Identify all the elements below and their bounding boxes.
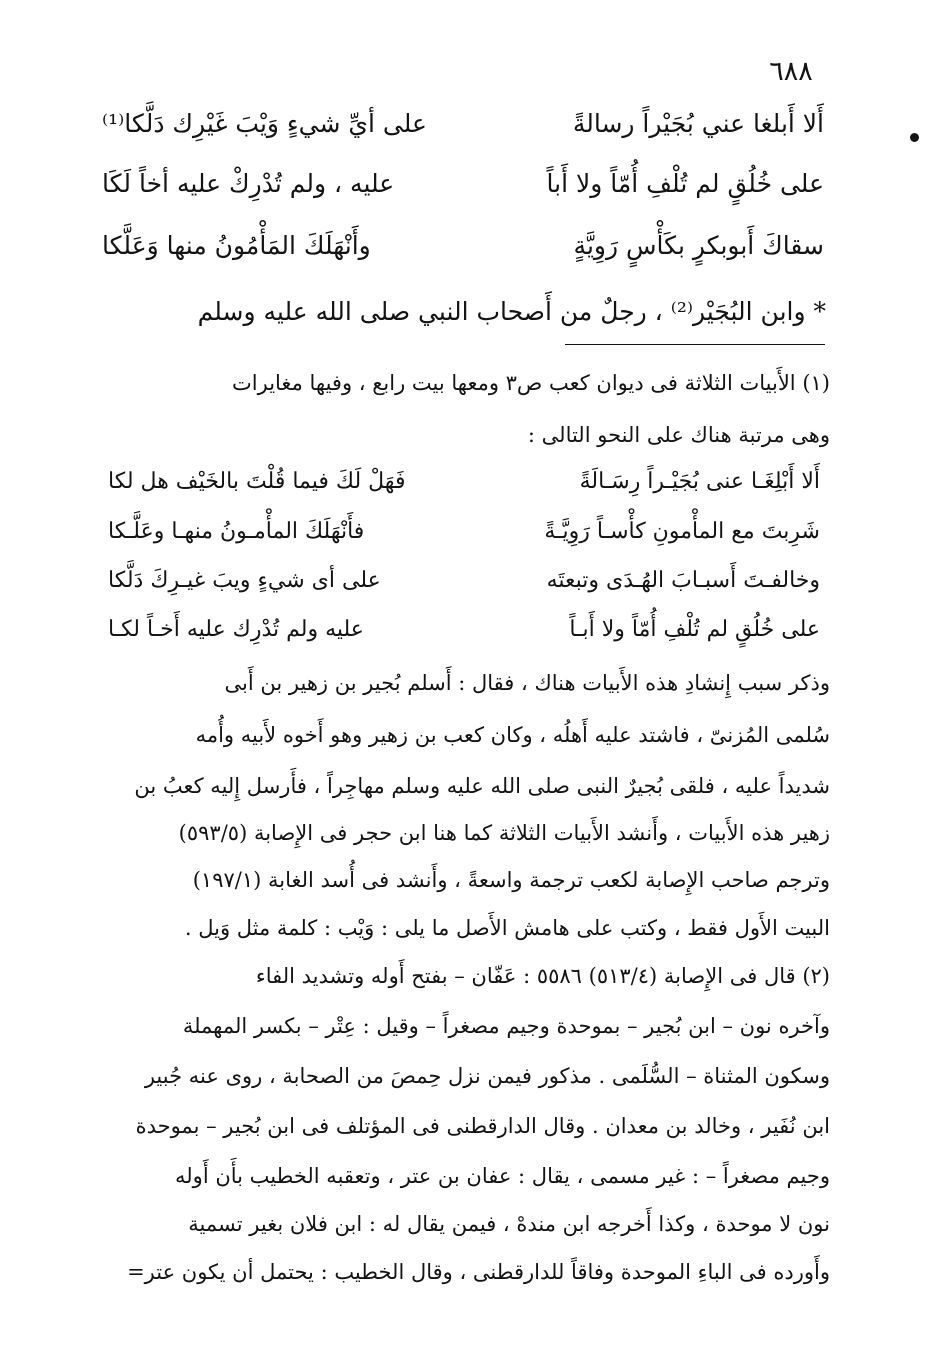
page-number: ٦٨٨ [769,56,813,87]
footnote-1-line-2: وهى مرتبة هناك على النحو التالى : [527,423,830,447]
verse-1-second-hemistich: على أيِّ شيءٍ وَيْبَ غَيْرِك دَلَّكا⁽¹⁾ [102,109,427,138]
verse-2-first-hemistich: على خُلُقٍ لم تُلْفِ أُمّاً ولا أَباً [546,169,824,198]
footnote-2-line-4: ابن نُفَير ، وخالد بن معدان . وقال الدارقطنى فى المؤتلف فى ابن بُجير – بموحدة [135,1114,830,1138]
footnote-1-body-line-5: وترجم صاحب الإِصابة لكعب ترجمة واسعةً ، وأَنشد فى أُسد الغابة (١٩٧/١) [192,868,830,892]
footnote-1-body-line-6: البيت الأَول فقط ، وكتب على هامش الأَصل ما يلى : وَيْب : كلمة مثل وَيل . [184,916,830,940]
poem-verse-1 [102,100,824,154]
verse-3-first-hemistich: سقاكَ أَبوبكرٍ بكَأْسٍ رَوِيَّةٍ [573,231,824,260]
footnote-verse-4 [108,612,820,652]
footnote-2-line-7: وأَورده فى الباءِ الموحدة وفاقاً للدارقطنى ، وقال الخطيب : يحتمل أن يكون عتر= [127,1260,830,1284]
footnote-1-body-line-1: وذكر سبب إِنشادِ هذه الأَبيات هناك ، فقال : أَسلم بُجير بن زهير بن أَبى [224,671,830,695]
footnote-verse-3 [108,563,820,603]
poem-verse-3 [102,222,824,276]
verse-2-second-hemistich: عليه ، ولم تُدْرِكْ عليه أخاً لَكَا [102,169,395,198]
footnote-verse-2-first-hemistich: شَرِبتَ مع المأْمونِ كأْسـاً رَوِيَّـةً [544,519,820,544]
verse-3-second-hemistich: وأَنْهَلَكَ المَأْمُونُ منها وَعَلَّكا [102,231,371,260]
footnote-1-body-line-3: شديداً عليه ، فلقى بُجيرٌ النبى صلى الله عليه وسلم مهاجِراً ، فأَرسل إِليه كعبُ بن [134,774,830,798]
footnote-2-line-1: (٢) قال فى الإِصابة (٥١٣/٤) ٥٥٨٦ : عَفّان – بفتح أَوله وتشديد الفاء [255,964,830,988]
footnote-verse-1 [108,464,820,504]
bio-entry: * وابن البُجَيْر⁽²⁾ ، رجلٌ من أَصحاب النبي صلى الله عليه وسلم [197,297,826,326]
footnote-verse-3-second-hemistich: على أى شيءٍ ويبَ غيـرِكَ دَلَّكا [108,568,381,593]
footnote-verse-4-first-hemistich: على خُلُقٍ لم تُلْفِ أُمّاً ولا أَبـاً [569,617,820,642]
footnote-verse-1-first-hemistich: أَلا أَبْلِغَـا عنى بُجَيْـراً رِسَـالَةً [579,469,820,494]
footnote-verse-3-first-hemistich: وخالفـتَ أَسبـابَ الهُـدَى وتبعتَه [546,568,820,593]
footnote-1-body-line-2: سُلمى المُزنىّ ، فاشتد عليه أَهلُه ، وكان كعب بن زهير وهو أَخوه لأَبيه وأُمه [195,723,830,747]
footnote-2-line-2: وآخره نون – ابن بُجير – بموحدة وجيم مصغراً – وقيل : عِتْر – بكسر المهملة [182,1014,830,1038]
footnote-verse-1-second-hemistich: فَهَلْ لَكَ فيما قُلْتَ بالخَيْف هل لكا [108,469,406,494]
footnote-2-line-5: وجيم مصغراً – : غير مسمى ، يقال : عفان بن عتر ، وتعقبه الخطيب بأَن أَوله [175,1164,830,1188]
footnote-verse-2 [108,514,820,554]
footnote-2-line-3: وسكون المثناة – السُّلَمى . مذكور فيمن نزل حِمصَ من الصحابة ، روى عنه جُبير [144,1064,830,1088]
verse-1-first-hemistich: أَلا أَبلغا عني بُجَيْراً رسالةً [572,109,824,138]
footnote-verse-4-second-hemistich: عليه ولم تُدْرِك عليه أَخـاً لكـا [108,617,364,642]
footnote-verse-2-second-hemistich: فأَنْهَلَكَ المأْمـونُ منهـا وعَلَّـكا [108,519,365,544]
footnote-1-body-line-4: زهير هذه الأَبيات ، وأَنشد الأَبيات الثلاثة كما هنا ابن حجر فى الإِصابة (٥٩٣/٥) [178,821,830,845]
margin-dot [910,133,919,142]
footnote-1-line-1: (١) الأَبيات الثلاثة فى ديوان كعب ص٣ ومعها بيت رابع ، وفيها مغايرات [232,371,830,395]
footnote-separator [565,344,825,345]
poem-verse-2 [102,160,824,214]
footnote-2-line-6: نون لا موحدة ، وكذا أَخرجه ابن مندهْ ، فيمن يقال له : ابن فلان بغير تسمية [188,1212,830,1236]
